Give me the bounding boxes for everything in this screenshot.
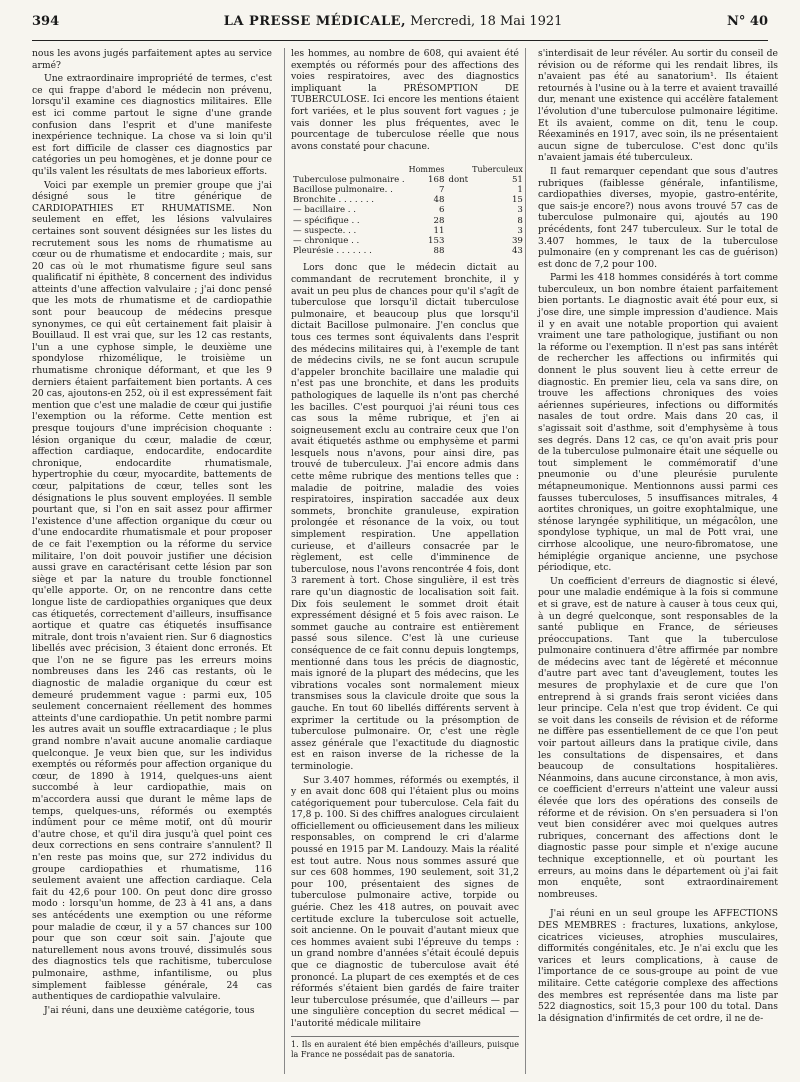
page-number: 394 (32, 14, 60, 29)
table-cell-pct (525, 226, 526, 236)
column-header: Hommes (408, 164, 445, 174)
paragraph: Sur 3.407 hommes, réformés ou exemptés, il y en avait donc 608 qui l'étaient plus ou moins catégoriquement pour tuberculose. Cela fait du 17,8 p. 100. Si des chiffres analogues circulaient officiellement ou officieusement dans les milieux responsables, on comprend le cri d'alarme poussé en 1915 par M. Landouzy. Mais la réalité est tout autre. Nous nous sommes assuré que sur ces 608 hommes, 190 seulement, soit 31,2 pour 100, présentaient des signes de tuberculose pulmonaire active, torpide ou guérie. Chez les 418 autres, on pouvait avec certitude exclure la tuberculose soit actuelle, soit ancienne. On le pouvait d'autant mieux que ces hommes avaient subi l'épreuve du temps : un grand nombre d'années s'était écoulé depuis que ce diagnostic de tuberculose avait été prononcé. La plupart de ces exemptés et de ces réformés s'étaient bien gardés de faire traiter leur tuberculose présumée, que d'ailleurs — par une singulière conception du secret médical — l'autorité médicale militaire (291, 774, 519, 1029)
paragraph: Voici par exemple un premier groupe que j'ai désigné sous le titre générique de CARDIOPATHIES ET RHUMATISME. Non seulement en effet, les lésions valvulaires certaines sont souvent désignées sur les listes du recrutement sous les noms de rhumatisme au cœur ou de rhumatisme et endocardite ; mais, sur 20 cas où le mot rhumatisme figure seul sans qualificatif ni épithète, 8 concernent des individus atteints d'une affection valvulaire ; j'ai donc pensé que les mots de rhumatisme et de cardiopathie sont pour beaucoup de médecins presque synonymes, ce qui eût certainement fait plaisir à Bouillaud. Il est vrai que, sur les 12 cas restants, l'un a une cyphose simple, le deuxième une spondylose rhizomélique, le troisième un rhumatisme chronique déformant, et que les 9 derniers étaient parfaitement bien portants. A ces 20 cas, ajoutons-en 252, où il est expressément fait mention que c'est une maladie de cœur qui justifie l'exemption ou la réforme. Cette mention est presque toujours d'une imprécision choquante : lésion organique du cœur, maladie de cœur, affection cardiaque, endocardite, endocardite chronique, endocardite rhumatismale, hypertrophie du cœur, myocardite, battements de cœur, palpitations de cœur, telles sont les désignations le plus souvent employées. Il semble pourtant que, si l'on en sait assez pour affirmer l'existence d'une affection organique du cœur ou d'une endocardite rhumatismale et pour proposer de ce fait l'exemption ou la réforme du service militaire, l'on doit pouvoir justifier une décision aussi grave en caractérisant cette lésion par son siège et par la nature du trouble fonctionnel qu'elle apporte. Or, on ne rencontre dans cette longue liste de cardiopathies organiques que deux cas étiquetés, correctement d'ailleurs, insuffisance aortique et quatre cas étiquetés insuffisance mitrale, dont trois n'avaient rien. Sur 6 diagnostics libellés avec précision, 3 étaient donc erronés. Et que l'on ne se figure pas les erreurs moins nombreuses dans les 246 cas restants, où le diagnostic de maladie organique du cœur est demeuré prudemment vague : parmi eux, 105 seulement concernaient réellement des hommes atteints d'une cardiopathie. Un petit nombre parmi les autres avait un souffle extracardiaque ; le plus grand nombre n'avait aucune anomalie cardiaque quelconque. Je veux bien que, sur les individus exemptés ou réformés pour affection organique du cœur, de 1890 à 1914, quelques-uns aient succombé à leur cardiopathie, mais on m'accordera aussi que durant le même laps de temps, quelques-uns, réformés ou exemptés indûment pour ce même motif, ont dû mourir d'autre chose, et qu'il dira jusqu'à quel point ces deux corrections en sens contraire s'annulent? Il n'en reste pas moins que, sur 272 individus du groupe cardiopathies et rhumatisme, 116 seulement avaient une affection cardiaque. Cela fait du 42,6 pour 100. On peut donc dire grosso modo : lorsqu'un homme, de 23 à 41 ans, a dans ses antécédents une exemption ou une réforme pour maladie de cœur, il y a 57 chances sur 100 pour que son cœur soit sain. J'ajoute que naturellement nous avons trouvé, dissimulés sous des diagnostics tels que rachitisme, tuberculose pulmonaire, asthme, infantilisme, ou plus simplement faiblesse générale, 24 cas authentiques de cardiopathie valvulaire. (32, 179, 272, 1003)
table-cell-dont (446, 236, 470, 246)
table-cell-dont (446, 216, 470, 226)
paragraph: Un coefficient d'erreurs de diagnostic si élevé, pour une maladie endémique à la fois si commune et si grave, est de nature à causer à tous ceux qui, à un degré quelconque, sont responsables de la santé publique en France, de sérieuses préoccupations. Tant que la tuberculose pulmonaire continuera d'être affirmée par nombre de médecins avec tant de légèreté et méconnue d'autre part avec tant d'aveuglement, toutes les mesures de prophylaxie et de cure que l'on entreprend à si grands frais seront viciées dans leur principe. Cela n'est que trop évident. Ce qui se voit dans les conseils de révision et de réforme ne diffère pas essentiellement de ce que l'on peut voir partout ailleurs dans la pratique civile, dans les consultations de dispensaires, et dans beaucoup de consultations hospitalières. Néanmoins, dans aucune circonstance, à mon avis, ce coefficient d'erreurs n'atteint une valeur aussi élevée que lors des opérations des conseils de réforme et de révision. On s'en persuadera si l'on veut bien considérer avec moi quelques autres rubriques, concernant des affections dont le diagnostic passe pour simple et n'exige aucune technique exceptionnelle, et où pourtant les erreurs, au moins dans le département où j'ai fait mon enquête, sont extraordinairement nombreuses. (538, 575, 778, 900)
table-cell-dont (446, 195, 470, 205)
table-cell-pct (525, 195, 526, 205)
issue-number: N° 40 (727, 14, 768, 29)
paragraph: Lors donc que le médecin dictait au commandant de recrutement bronchite, il y avait un peu plus de chances pour qu'il s'agît de tuberculose que lorsqu'il dictait tuberculose pulmonaire, et beaucoup plus que lorsqu'il dictait Bacillose pulmonaire. J'en conclus que tous ces termes sont équivalents dans l'esprit des médecins militaires qui, à l'exemple de tant de médecins civils, ne se font aucun scrupule d'appeler bronchite bacillaire une maladie qui n'est pas une bronchite, et dans les produits pathologiques de laquelle ils n'ont pas cherché les bacilles. C'est pourquoi j'ai réuni tous ces cas sous la même rubrique, et j'en ai soigneusement exclu au contraire ceux que l'on avait étiquetés asthme ou emphysème et parmi lesquels nous n'avons, pour ainsi dire, pas trouvé de tuberculeux. J'ai encore admis dans cette même rubrique des mentions telles que : maladie de poitrine, maladie des voies respiratoires, inspiration saccadée aux deux sommets, bronchite granuleuse, expiration prolongée et résonance de la voix, ou tout simplement respiration. Une appellation curieuse, et d'ailleurs consacrée par le règlement, est celle d'imminence de tuberculose, nous l'avons rencontrée 4 fois, dont 3 rarement à tort. Chose singulière, il est très rare qu'un diagnostic de localisation soit fait. Dix fois seulement le sommet droit était expressément désigné et 5 fois avec raison. Le sommet gauche au contraire est entièrement passé sous silence. C'est là une curieuse conséquence de ce fait connu depuis longtemps, mentionné dans tous les précis de diagnostic, mais ignoré de la plupart des médecins, que les vibrations vocales sont normalement mieux transmises sous la clavicule droite que sous la gauche. En tout 60 libellés différents servent à exprimer la certitude ou la présomption de tuberculose pulmonaire. Or, c'est une règle assez générale que l'exactitude du diagnostic est en raison inverse de la richesse de la terminologie. (291, 262, 519, 772)
table-cell-hommes: 6 (438, 205, 445, 216)
table-row (291, 175, 526, 185)
paragraph: nous les avons jugés parfaitement aptes au service armé? (32, 48, 272, 71)
paragraph: J'ai réuni en un seul groupe les AFFECTIONS DES MEMBRES : fractures, luxations, ankylose, cicatrices vicieuses, atrophies musculaires, difformités congénitales, etc. Je n'ai exclu que les varices et leurs complications, à cause de l'importance de ce sous-groupe au point de vue militaire. Cette catégorie complexe des affections des membres est représentée dans ma liste par 522 diagnostics, soit 15,3 pour 100 du total. Dans la désignation d'infirmités de cet ordre, il ne de- (538, 908, 778, 1024)
table-cell-hommes: 88 (433, 246, 445, 257)
table-row (291, 205, 526, 215)
table-cell-label: Bacillose pulmonaire. . (293, 184, 393, 195)
table-cell-dont (446, 205, 470, 215)
table-row (291, 236, 526, 246)
table-cell-dont (446, 185, 470, 195)
table-cell-pct (525, 216, 526, 226)
table-row (291, 216, 526, 226)
table-cell-tuber: 39 (511, 235, 523, 246)
table-cell-pct (525, 236, 526, 246)
table-cell-label: — suspecte. . . (293, 225, 357, 236)
table-cell-label: Bronchite . . . . . . . (293, 195, 375, 206)
column-header (525, 154, 526, 174)
table-cell-pct (525, 185, 526, 195)
table-cell-hommes: 168 (428, 174, 445, 185)
column-header: Tuberculeux (472, 164, 523, 174)
column-1 (32, 48, 274, 1074)
paragraph: Parmi les 418 hommes considérés à tort comme tuberculeux, un bon nombre étaient parfaitement bien portants. Le diagnostic avait été pour eux, si j'ose dire, une simple impression d'audience. Mais il y en avait une notable proportion qui avaient vraiment une tare pathologique, justifiant ou non la réforme ou l'exemption. Il n'est pas sans intérêt de rechercher les affections ou infirmités qui donnent le plus souvent lieu à cette erreur de diagnostic. En premier lieu, cela va sans dire, on trouve les affections chroniques des voies aériennes supérieures, infections ou difformités nasales de tout ordre. Mais dans 20 cas, il s'agissait soit d'asthme, soit d'emphysème à tous ses degrés. Dans 12 cas, ce qu'on avait pris pour de la tuberculose pulmonaire était une séquelle ou tout simplement le commémoratif d'une pneumonie ou d'une pleurésie purulente métapneumonique. Mentionnons aussi parmi ces fausses tuberculoses, 5 insuffisances mitrales, 4 aortites chroniques, un goitre exophtalmique, une sténose laryngée syphilitique, un mégacôlon, une spondylose typhique, un mal de Pott vrai, une cirrhose alcoolique, une neuro-fibromatose, une hémiplégie organique ancienne, une psychose périodique, etc. (538, 272, 778, 574)
table-cell-tuber: 51 (511, 174, 523, 185)
table-body (291, 175, 526, 257)
table-cell-label: — bacillaire . . (293, 205, 357, 216)
table-cell-label: Tuberculose pulmonaire . (293, 174, 405, 185)
table-cell-hommes: 11 (433, 225, 445, 236)
table-cell-tuber: 1 (517, 184, 523, 195)
table-cell-dont: dont (448, 174, 469, 185)
table-cell-pct (525, 175, 526, 185)
table-row (291, 226, 526, 236)
article-columns (32, 48, 778, 1074)
table-cell-tuber: 8 (517, 215, 523, 226)
table-cell-hommes: 48 (433, 195, 445, 206)
paragraph: Une extraordinaire impropriété de termes, c'est ce qui frappe d'abord le médecin non prévenu, lorsqu'il examine ces diagnostics militaires. Elle est ici comme partout le signe d'une grande confusion dans l'esprit et d'une manifeste inexpérience technique. La chose va si loin qu'il est fort difficile de classer ces diagnostics par catégories un peu homogènes, et je donne pour ce qu'ils valent les résultats de mes laborieux efforts. (32, 73, 272, 177)
table-cell-hommes: 153 (428, 235, 445, 246)
table-cell-dont (446, 246, 470, 256)
tuberculosis-table (291, 154, 526, 256)
paragraph: J'ai réuni, dans une deuxième catégorie, tous (44, 1004, 255, 1016)
table-cell-label: — spécifique . . (293, 215, 360, 226)
table-cell-label: Pleurésie . . . . . . . (293, 246, 372, 257)
page-header (32, 14, 768, 41)
table-cell-hommes: 28 (433, 215, 445, 226)
paragraph: s'interdisait de leur révéler. Au sortir du conseil de révision ou de réforme qui les rendait libres, ils n'avaient pas été au sanatorium¹. Ils étaient retournés à l'usine ou à la terre et avaient travaillé dur, menant une existence qui accélère fatalement l'évolution d'une tuberculose pulmonaire légitime. Et ils avaient, comme on dit, tenu le coup. Réexaminés en 1917, avec soin, ils ne présentaient aucun signe de tuberculose. C'est donc qu'ils n'avaient jamais été tuberculeux. (538, 48, 778, 164)
table-header-row (291, 154, 526, 174)
table-cell-tuber: 43 (511, 246, 523, 257)
table-cell-label: — chronique . . (293, 235, 360, 246)
paragraph: les hommes, au nombre de 608, qui avaient été exemptés ou réformés pour des affections des voies respiratoires, avec des diagnostics impliquant la PRÉSOMPTION DE TUBERCULOSE. Ici encore les mentions étaient fort variées, et le plus souvent fort vagues ; je vais donner les plus fréquentes, avec le pourcentage de tuberculose réelle que nous avons constaté pour chacune. (291, 48, 519, 152)
issue-date: Mercredi, 18 Mai 1921 (410, 14, 563, 29)
table-cell-tuber: 3 (517, 205, 523, 216)
column-2 (284, 48, 526, 1074)
footnote: 1. Ils en auraient été bien empêchés d'ailleurs, puisque la France ne possédait pas de sanatoria. (291, 1036, 519, 1060)
table-cell-hommes: 7 (438, 184, 445, 195)
paragraph: Il faut remarquer cependant que sous d'autres rubriques (faiblesse générale, infantilisme, cardiopathies diverses, myopie, gastro-entérite, que sais-je encore?) nous avons trouvé 57 cas de tuberculose pulmonaire qui, ajoutés au 190 précédents, font 247 tuberculeux. Sur le total de 3.407 hommes, le taux de la tuberculose pulmonaire (en y comprenant les cas de guérison) est donc de 7,2 pour 100. (538, 165, 778, 270)
column-3 (536, 48, 778, 1074)
table-row (291, 246, 526, 256)
table-cell-pct (525, 205, 526, 215)
table-cell-tuber: 3 (517, 225, 523, 236)
masthead (224, 14, 563, 29)
publication-title: LA PRESSE MÉDICALE, (223, 14, 407, 29)
table-cell-dont (446, 226, 470, 236)
table-row (291, 185, 526, 195)
table-cell-pct (525, 246, 526, 256)
table-cell-tuber: 15 (511, 195, 523, 206)
table-row (291, 195, 526, 205)
